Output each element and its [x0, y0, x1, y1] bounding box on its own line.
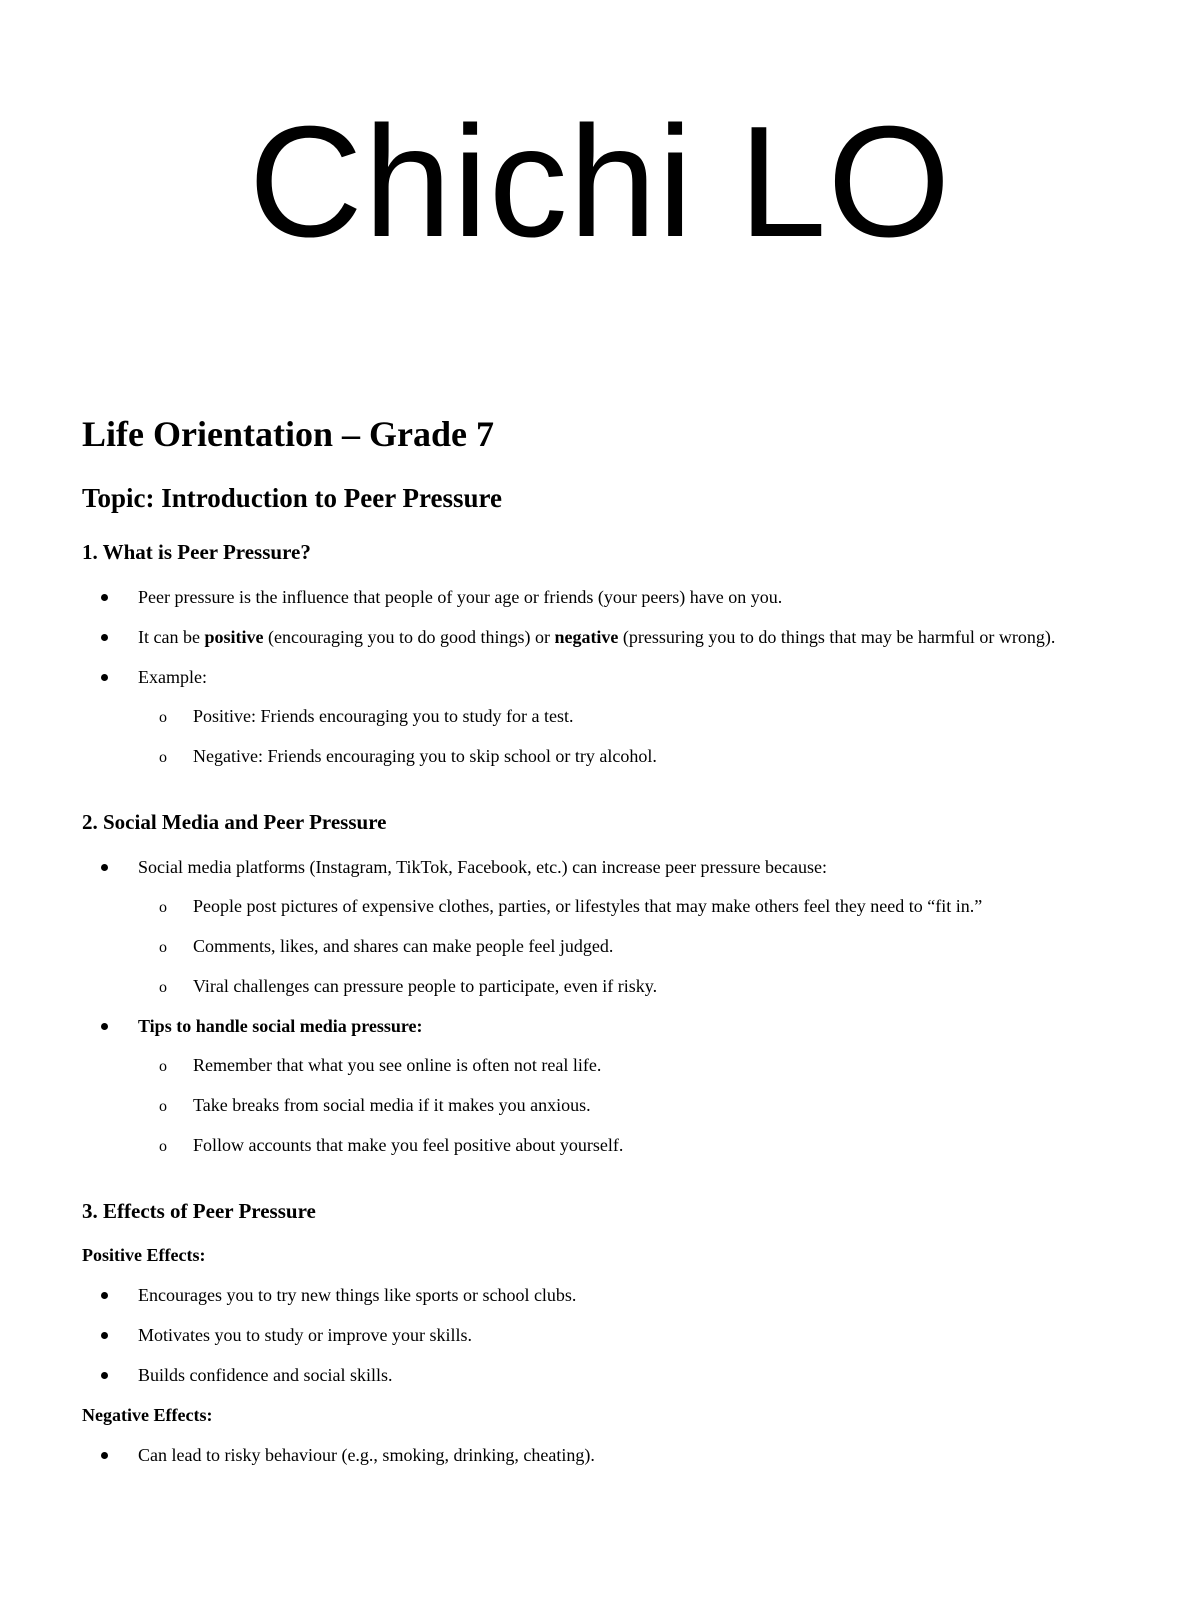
list-item-text: Builds confidence and social skills. — [138, 1365, 393, 1385]
list-item-text: Social media platforms (Instagram, TikTok, Facebook, etc.) can increase peer pressure because: — [138, 857, 828, 877]
topic-heading: Topic: Introduction to Peer Pressure — [82, 483, 502, 513]
sub-list-item-text: Negative: Friends encouraging you to skip school or try alcohol. — [193, 746, 657, 766]
list-item-text: Can lead to risky behaviour (e.g., smoking, drinking, cheating). — [138, 1445, 595, 1465]
bullet-icon — [101, 634, 108, 641]
circle-bullet-icon: o — [159, 749, 167, 766]
bullet-icon — [101, 1023, 108, 1030]
list-item-text: Motivates you to study or improve your skills. — [138, 1325, 472, 1345]
bullet-icon — [101, 1452, 108, 1459]
sub-list-item-text: Positive: Friends encouraging you to study for a test. — [193, 706, 574, 726]
circle-bullet-icon: o — [159, 979, 167, 996]
circle-bullet-icon: o — [159, 709, 167, 726]
section-2-heading: 2. Social Media and Peer Pressure — [82, 810, 387, 834]
bullet-icon — [101, 1332, 108, 1339]
sub-list-item-text: Viral challenges can pressure people to participate, even if risky. — [193, 976, 658, 996]
bullet-icon — [101, 1292, 108, 1299]
sub-list-item-text: People post pictures of expensive clothes, parties, or lifestyles that may make others feel they need to “fit in.” — [193, 896, 983, 916]
circle-bullet-icon: o — [159, 1098, 167, 1115]
list-item-text: Peer pressure is the influence that people of your age or friends (your peers) have on you. — [138, 587, 783, 607]
tips-label: Tips to handle social media pressure: — [138, 1016, 423, 1036]
bullet-icon — [101, 1372, 108, 1379]
circle-bullet-icon: o — [159, 1138, 167, 1155]
circle-bullet-icon: o — [159, 939, 167, 956]
positive-term: positive — [204, 627, 264, 647]
list-item-text: It can be positive (encouraging you to do good things) or negative (pressuring you to do things that may be harmful or wrong). — [138, 627, 1056, 647]
negative-effects-label: Negative Effects: — [82, 1405, 213, 1425]
negative-term: negative — [554, 627, 619, 647]
sub-list-item-text: Comments, likes, and shares can make people feel judged. — [193, 936, 614, 956]
circle-bullet-icon: o — [159, 1058, 167, 1075]
sub-list-item-text: Take breaks from social media if it makes you anxious. — [193, 1095, 591, 1115]
bullet-icon — [101, 864, 108, 871]
bullet-icon — [101, 594, 108, 601]
circle-bullet-icon: o — [159, 899, 167, 916]
section-1-heading: 1. What is Peer Pressure? — [82, 540, 311, 564]
positive-effects-label: Positive Effects: — [82, 1245, 206, 1265]
page-title: Life Orientation – Grade 7 — [82, 414, 494, 454]
sub-list-item-text: Remember that what you see online is often not real life. — [193, 1055, 602, 1075]
bullet-icon — [101, 674, 108, 681]
brand-title: Chichi LO — [248, 94, 952, 270]
section-3-heading: 3. Effects of Peer Pressure — [82, 1199, 316, 1223]
list-item-text: Example: — [138, 667, 207, 687]
sub-list-item-text: Follow accounts that make you feel positive about yourself. — [193, 1135, 624, 1155]
list-item-text: Encourages you to try new things like sports or school clubs. — [138, 1285, 577, 1305]
